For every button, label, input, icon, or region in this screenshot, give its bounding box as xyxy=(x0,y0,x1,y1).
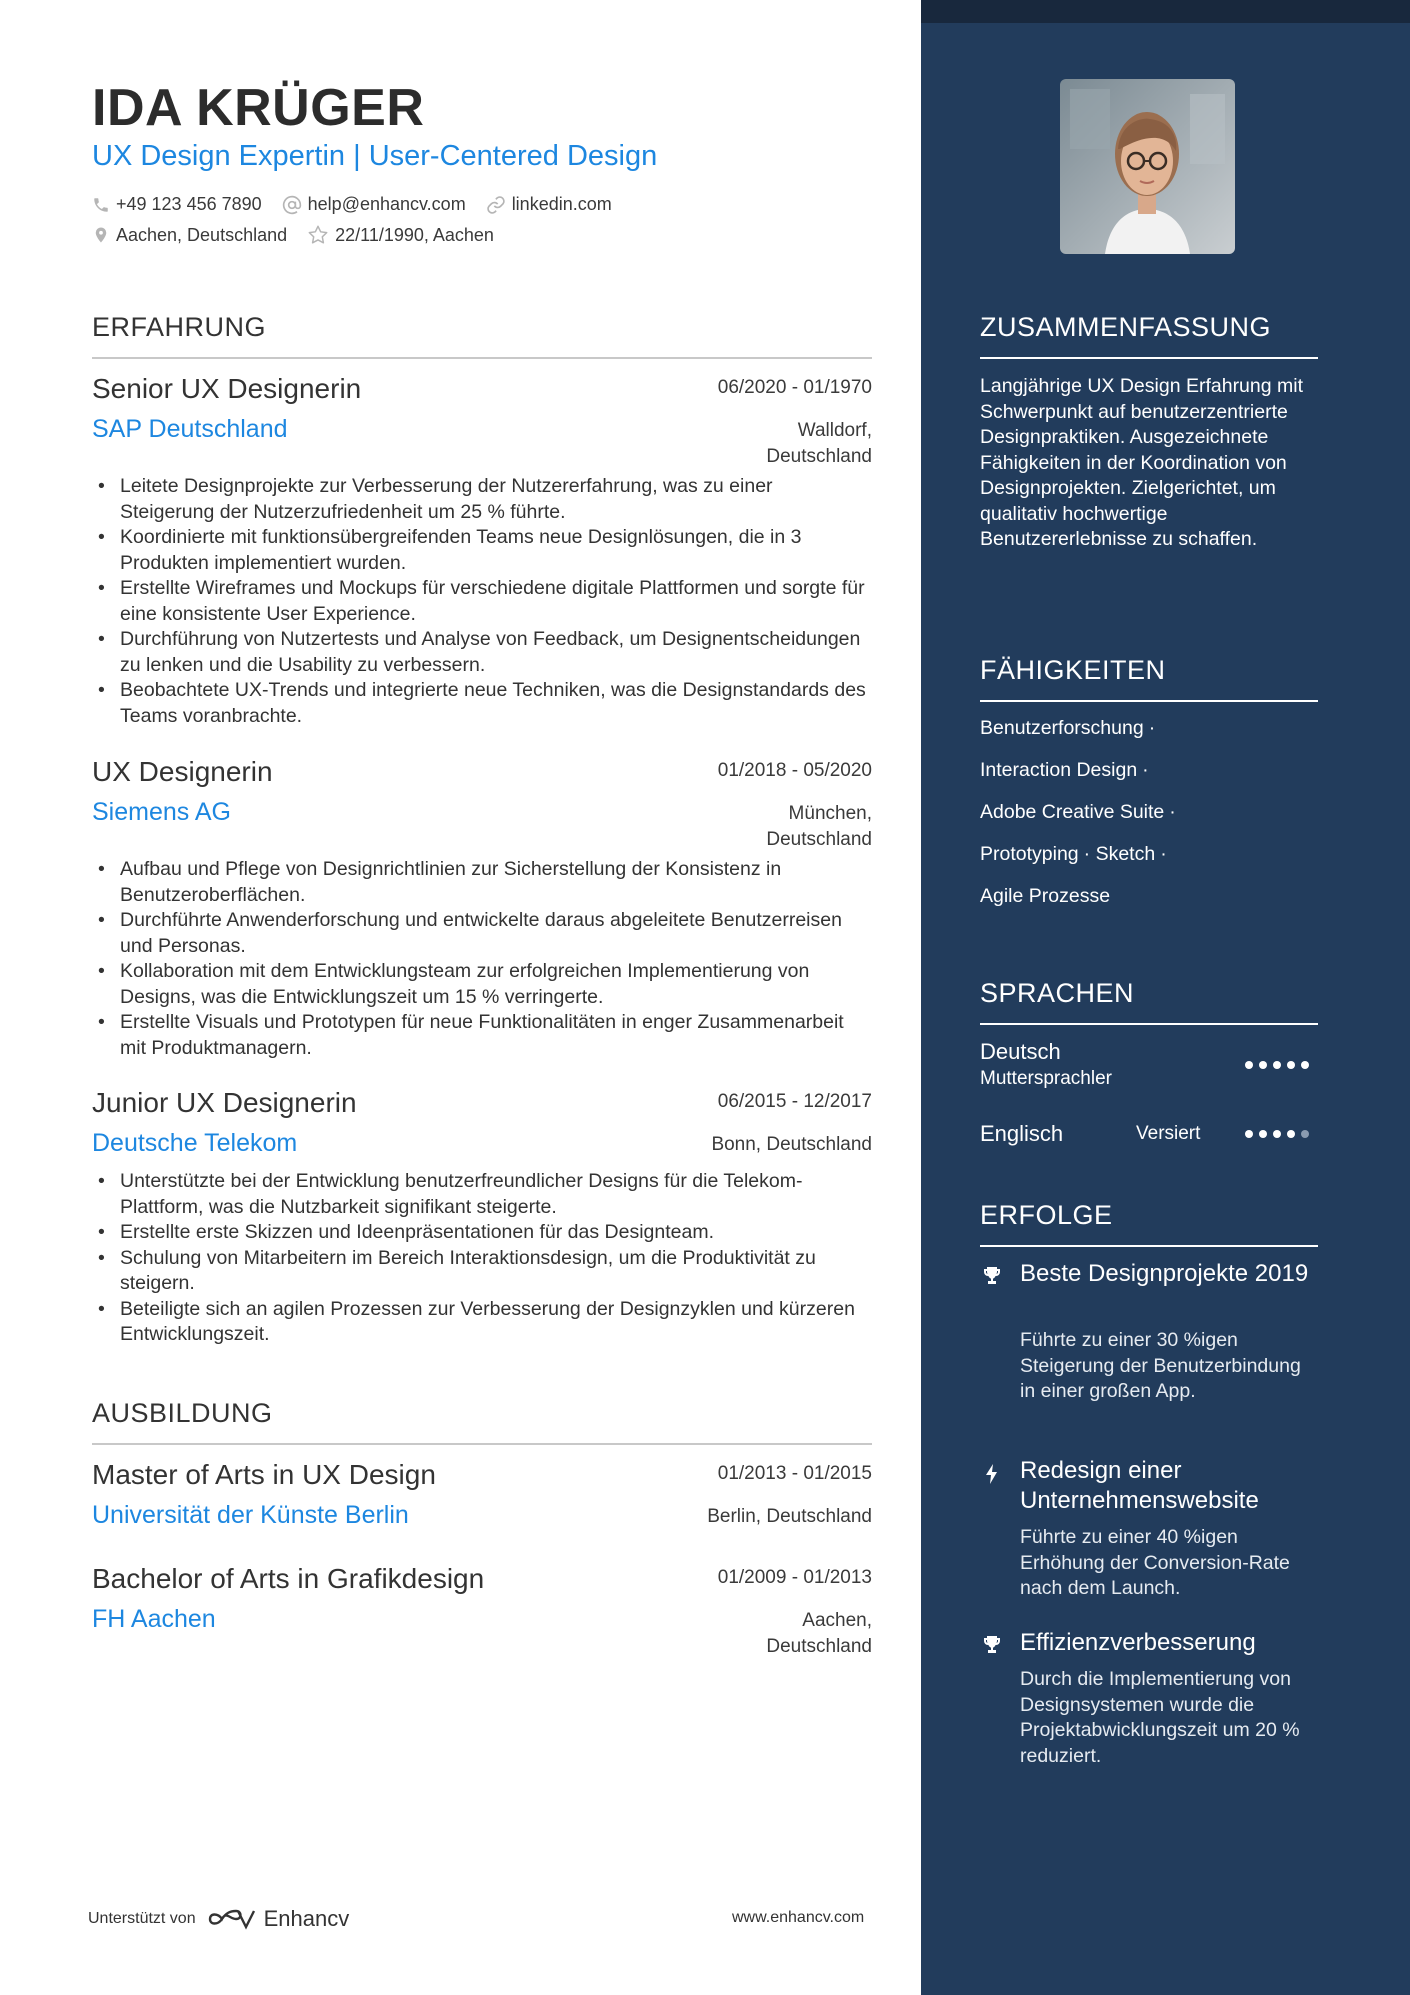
job-entry xyxy=(92,373,872,727)
job-bullet: • Aufbau und Pflege von Designrichtlinien zur Sicherstellung der Konsistenz in Benutzeroberflächen. xyxy=(92,857,872,908)
education-dates: 01/2009 - 01/2013 xyxy=(717,1567,872,1588)
footer-powered-by xyxy=(88,1906,349,1932)
education-location xyxy=(766,1608,872,1660)
job-dates: 06/2015 - 12/2017 xyxy=(717,1091,872,1112)
job-location-line2: Deutschland xyxy=(766,829,872,850)
job-bullet: • Leitete Designprojekte zur Verbesserung der Nutzererfahrung, was zu einer Steigerung der Nutzerzufriedenheit um 25 % führte. xyxy=(92,474,872,525)
education-rule xyxy=(92,1443,872,1445)
experience-rule xyxy=(92,357,872,359)
skill-label: Prototyping xyxy=(980,843,1079,865)
contact-website[interactable] xyxy=(486,194,612,215)
rating-dot xyxy=(1273,1061,1281,1069)
link-icon xyxy=(486,195,506,215)
education-school[interactable]: FH Aachen xyxy=(92,1605,216,1633)
job-bullet: • Beobachtete UX-Trends und integrierte neue Techniken, was die Designstandards des Teams voranbrachte. xyxy=(92,678,872,729)
summary-text: Langjährige UX Design Erfahrung mit Schwerpunkt auf benutzerzentrierte Designpraktiken. Ausgezeichnete Fähigkeiten in der Koordination von Designprojekten. Zielgerichtet, um qualitativ hochwertige Benutzererlebnisse zu schaffen. xyxy=(980,375,1304,550)
job-role: Junior UX Designerin xyxy=(92,1087,357,1118)
job-location-line1: Bonn, Deutschland xyxy=(711,1134,872,1155)
language-rating xyxy=(1245,1130,1315,1138)
education-degree: Master of Arts in UX Design xyxy=(92,1459,436,1490)
lightning-icon xyxy=(980,1462,1004,1486)
candidate-title: UX Design Expertin | User-Centered Design xyxy=(92,140,658,172)
job-location xyxy=(711,1132,872,1158)
footer-url[interactable]: www.enhancv.com xyxy=(732,1909,865,1926)
job-entry xyxy=(92,1087,872,1345)
rating-dot xyxy=(1287,1130,1295,1138)
at-icon xyxy=(282,195,302,215)
skill-item: Prototyping · Sketch · xyxy=(980,843,1167,865)
language-level: Muttersprachler xyxy=(980,1068,1112,1089)
star-icon xyxy=(307,224,329,246)
job-dates: 06/2020 - 01/1970 xyxy=(717,377,872,398)
job-bullet: • Erstellte Visuals und Prototypen für neue Funktionalitäten in enger Zusammenarbeit mit Produktmanagern. xyxy=(92,1010,872,1061)
skills-heading: FÄHIGKEITEN xyxy=(980,655,1166,685)
job-bullets xyxy=(92,1169,872,1348)
job-location-line1: München, xyxy=(788,803,872,824)
language-name: Englisch xyxy=(980,1121,1064,1146)
achievement-desc: Durch die Implementierung von Designsystemen wurde die Projektabwicklungszeit um 20 % reduziert. xyxy=(1020,1668,1300,1767)
skill-item xyxy=(980,885,1110,908)
enhancv-logo-icon xyxy=(208,1907,256,1931)
language-rating xyxy=(1245,1061,1315,1069)
rating-dot xyxy=(1301,1130,1309,1138)
job-bullet: • Schulung von Mitarbeitern im Bereich Interaktionsdesign, um die Produktivität zu steigern. xyxy=(92,1246,872,1297)
job-bullet: • Durchführung von Nutzertests und Analyse von Feedback, um Designentscheidungen zu lenken und die Usability zu verbessern. xyxy=(92,627,872,678)
job-location-line2: Deutschland xyxy=(766,446,872,467)
skill-label: Adobe Creative Suite xyxy=(980,801,1165,823)
education-location-line2: Deutschland xyxy=(766,1636,872,1657)
skills-rule xyxy=(980,700,1318,702)
job-bullet: • Koordinierte mit funktionsübergreifenden Teams neue Designlösungen, die in 3 Produkten implementiert wurden. xyxy=(92,525,872,576)
contact-row-1 xyxy=(92,194,632,215)
achievements-rule xyxy=(980,1245,1318,1247)
language-level: Versiert xyxy=(1136,1123,1201,1144)
rating-dot xyxy=(1287,1061,1295,1069)
job-entry xyxy=(92,756,872,1059)
rating-dot xyxy=(1273,1130,1281,1138)
contact-birth xyxy=(307,224,494,246)
job-role: UX Designerin xyxy=(92,756,273,787)
job-company[interactable]: Siemens AG xyxy=(92,798,231,826)
education-dates: 01/2013 - 01/2015 xyxy=(717,1463,872,1484)
skill-label: Agile Prozesse xyxy=(980,885,1111,907)
job-bullet: • Erstellte erste Skizzen und Ideenpräsentationen für das Designteam. xyxy=(92,1220,872,1246)
skill-label: Sketch xyxy=(1095,843,1156,865)
contact-location xyxy=(92,225,287,246)
location-pin-icon xyxy=(92,225,110,245)
sidebar-top-band xyxy=(921,0,1410,23)
skill-label: Benutzerforschung xyxy=(980,717,1144,739)
birth-text: 22/11/1990, Aachen xyxy=(335,224,494,245)
achievement-title: Effizienzverbesserung xyxy=(1020,1629,1256,1656)
rating-dot xyxy=(1245,1061,1253,1069)
achievement-title: Beste Designprojekte 2019 xyxy=(1020,1260,1309,1287)
rating-dot xyxy=(1245,1130,1253,1138)
contact-row-2 xyxy=(92,224,514,246)
job-dates: 01/2018 - 05/2020 xyxy=(717,760,872,781)
rating-dot xyxy=(1301,1061,1309,1069)
powered-by-text: Unterstützt von xyxy=(88,1910,196,1927)
rating-dot xyxy=(1259,1061,1267,1069)
achievement-title: Redesign einer Unternehmenswebsite xyxy=(1020,1457,1259,1514)
job-bullet: • Erstellte Wireframes und Mockups für verschiedene digitale Plattformen und sorgte für eine konsistente User Experience. xyxy=(92,576,872,627)
job-bullet: • Durchführte Anwenderforschung und entwickelte daraus abgeleitete Benutzerreisen und Personas. xyxy=(92,908,872,959)
job-location xyxy=(766,418,872,470)
skill-item: Benutzerforschung · xyxy=(980,717,1156,739)
job-bullets xyxy=(92,857,872,1061)
achievement-desc: Führte zu einer 40 %igen Erhöhung der Conversion-Rate nach dem Launch. xyxy=(1020,1526,1290,1599)
job-bullet: • Beteiligte sich an agilen Prozessen zur Verbesserung der Designzyklen und kürzeren Entwicklungszeit. xyxy=(92,1297,872,1348)
skill-item: Adobe Creative Suite · xyxy=(980,801,1176,823)
contact-phone[interactable] xyxy=(92,194,262,215)
languages-rule xyxy=(980,1023,1318,1025)
education-location-line1: Berlin, Deutschland xyxy=(707,1506,872,1527)
job-role: Senior UX Designerin xyxy=(92,373,362,404)
education-entry xyxy=(92,1459,872,1529)
job-bullets xyxy=(92,474,872,729)
trophy-icon xyxy=(980,1264,1004,1288)
job-bullet: • Kollaboration mit dem Entwicklungsteam zur erfolgreichen Implementierung von Designs, was die Entwicklungszeit um 15 % verringerte. xyxy=(92,959,872,1010)
footer-brand[interactable]: Enhancv xyxy=(263,1906,350,1931)
job-bullet: • Unterstützte bei der Entwicklung benutzerfreundlicher Designs für die Telekom-Plattform, was die Nutzbarkeit signifikant steigerte. xyxy=(92,1169,872,1220)
rating-dot xyxy=(1259,1130,1267,1138)
phone-text: +49 123 456 7890 xyxy=(116,194,262,214)
trophy-icon xyxy=(980,1633,1004,1657)
contact-email[interactable] xyxy=(282,194,466,215)
summary-rule xyxy=(980,357,1318,359)
languages-heading: SPRACHEN xyxy=(980,978,1135,1008)
profile-photo xyxy=(1060,79,1235,254)
job-company[interactable]: Deutsche Telekom xyxy=(92,1129,298,1157)
education-degree: Bachelor of Arts in Grafikdesign xyxy=(92,1563,485,1594)
skill-item: Interaction Design · xyxy=(980,759,1149,781)
education-location xyxy=(707,1504,872,1530)
job-location-line1: Walldorf, xyxy=(797,420,872,441)
email-text: help@enhancv.com xyxy=(307,194,466,214)
location-text: Aachen, Deutschland xyxy=(116,224,288,245)
achievement-desc: Führte zu einer 30 %igen Steigerung der Benutzerbindung in einer großen App. xyxy=(1020,1329,1301,1402)
education-heading: AUSBILDUNG xyxy=(92,1398,273,1428)
skill-label: Interaction Design xyxy=(980,759,1138,781)
education-entry xyxy=(92,1563,872,1657)
candidate-name: IDA KRÜGER xyxy=(92,79,425,137)
experience-heading: ERFAHRUNG xyxy=(92,312,267,342)
education-location-line1: Aachen, xyxy=(802,1610,872,1631)
job-location xyxy=(766,801,872,853)
job-company[interactable]: SAP Deutschland xyxy=(92,415,288,443)
phone-icon xyxy=(92,196,110,214)
achievements-heading: ERFOLGE xyxy=(980,1200,1113,1230)
summary-heading: ZUSAMMENFASSUNG xyxy=(980,312,1272,342)
education-school[interactable]: Universität der Künste Berlin xyxy=(92,1501,409,1529)
website-text: linkedin.com xyxy=(511,194,612,214)
language-name: Deutsch xyxy=(980,1039,1061,1064)
